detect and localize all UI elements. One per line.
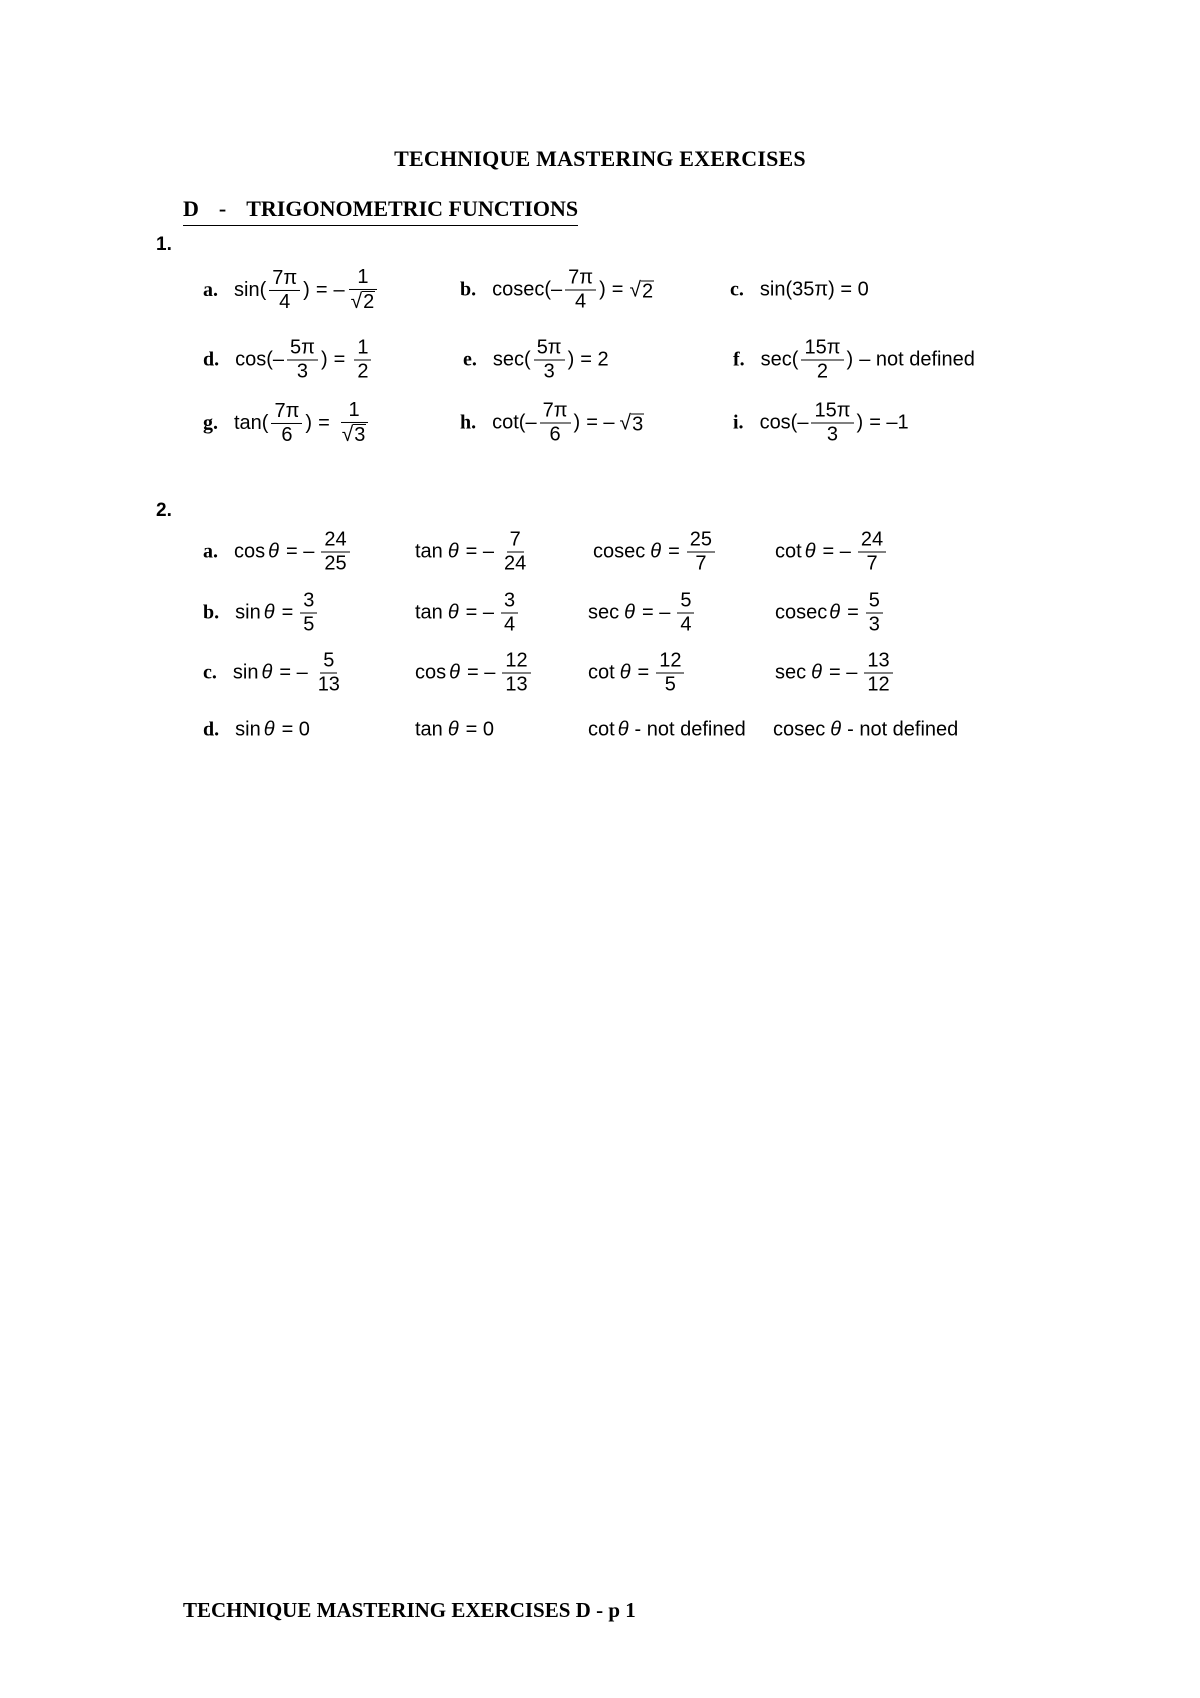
- function-name: sec: [588, 601, 620, 624]
- equals-sign: = –: [285, 540, 315, 563]
- numerator: 24: [321, 530, 349, 553]
- equals-sign: = –: [586, 411, 615, 434]
- denominator: 6: [549, 423, 561, 446]
- numerator: 13: [864, 651, 892, 674]
- result-fraction: [348, 267, 379, 313]
- theta-symbol: θ: [263, 718, 275, 741]
- item-label: a.: [203, 540, 218, 563]
- close-paren: ): [856, 411, 864, 434]
- close-paren: ): [573, 411, 581, 434]
- function-name: tan(: [234, 411, 269, 434]
- q1-item-f: [733, 338, 975, 383]
- close-paren: ): [305, 411, 313, 434]
- equals-sign: =: [847, 601, 859, 624]
- numerator: 7π: [540, 401, 571, 424]
- theta-symbol: θ: [617, 718, 629, 741]
- fraction: [677, 591, 694, 636]
- function-name: tan: [415, 601, 443, 624]
- function-name: cosec: [773, 718, 826, 741]
- function-name: sin(: [234, 278, 267, 301]
- result: - not defined: [634, 718, 746, 741]
- q2-a-cell-4: [775, 530, 889, 575]
- function-name: sec(: [492, 348, 531, 371]
- denominator: 7: [866, 552, 878, 575]
- result: = 0: [465, 718, 495, 741]
- numerator: 1: [349, 267, 376, 290]
- fraction: [540, 401, 571, 446]
- equals-sign: =: [668, 540, 680, 563]
- fraction: [811, 401, 853, 446]
- numerator: 5π: [534, 338, 565, 361]
- equals-sign: =: [281, 601, 294, 624]
- denominator: [348, 290, 379, 313]
- item-label: c.: [203, 661, 217, 684]
- denominator: 5: [664, 673, 676, 696]
- numerator: 24: [858, 530, 886, 553]
- numerator: 15π: [801, 338, 843, 361]
- section-heading: [183, 196, 578, 226]
- fraction: [534, 338, 565, 383]
- q2-c-cell-3: [588, 651, 687, 696]
- function-name: cosec: [593, 540, 646, 563]
- fraction: [269, 267, 300, 312]
- denominator: 4: [575, 290, 587, 313]
- q2-d-cell-4: [773, 719, 958, 742]
- q2-a-cell-3: [593, 530, 718, 575]
- radicand: 2: [363, 291, 375, 314]
- numerator: 3: [300, 591, 317, 614]
- radical-sign-icon: √: [629, 278, 641, 301]
- function-name: sin: [235, 718, 261, 741]
- denominator: 4: [680, 613, 692, 636]
- equals-sign: = –: [641, 601, 671, 624]
- equals-sign: = –: [466, 661, 496, 684]
- denominator: 13: [317, 673, 340, 696]
- fraction: [321, 530, 349, 575]
- theta-symbol: θ: [811, 661, 822, 684]
- item-label: b.: [203, 601, 220, 624]
- numerator: 12: [656, 651, 684, 674]
- close-paren: ): [846, 348, 854, 371]
- q2-d-cell-3: [588, 719, 746, 742]
- result-fraction: [354, 338, 371, 383]
- numerator: 3: [501, 591, 518, 614]
- theta-symbol: θ: [447, 718, 459, 741]
- denominator: 3: [826, 423, 839, 446]
- radicand: 2: [641, 280, 654, 302]
- numerator: 7π: [565, 268, 596, 291]
- q2-a-cell-1: [203, 530, 353, 575]
- item-label: d.: [203, 718, 220, 741]
- close-paren: ): [567, 348, 575, 371]
- theta-symbol: θ: [261, 661, 273, 684]
- result: = –1: [869, 411, 909, 434]
- q2-d-cell-2: [415, 719, 494, 742]
- section-dash: -: [218, 196, 227, 221]
- function-name: sec(: [760, 348, 799, 371]
- result: - not defined: [847, 718, 959, 741]
- q1-item-i: [733, 401, 909, 446]
- theta-symbol: θ: [830, 718, 842, 741]
- close-paren: ): [599, 278, 606, 301]
- function-name: cos: [415, 661, 447, 684]
- function-name: cos: [234, 540, 266, 563]
- fraction: [656, 651, 684, 696]
- q1-item-c: [730, 279, 869, 302]
- q2-b-cell-3: [588, 591, 697, 636]
- denominator: 3: [543, 360, 555, 383]
- minus-sign: –: [333, 278, 345, 301]
- square-root: [342, 424, 367, 446]
- q2-c-cell-1: [203, 651, 346, 696]
- denominator: 6: [281, 423, 293, 446]
- numerator: 25: [687, 530, 715, 553]
- function-name: sec: [775, 661, 807, 684]
- numerator: 12: [502, 651, 530, 674]
- function-name: sin: [232, 661, 259, 684]
- equals-sign: = –: [279, 661, 308, 684]
- equals-sign: =: [315, 278, 328, 301]
- denominator: 12: [867, 673, 890, 696]
- function-name: cot: [775, 540, 802, 563]
- function-name: tan: [415, 718, 443, 741]
- page-title: TECHNIQUE MASTERING EXERCISES: [394, 146, 806, 171]
- expression: sin(35π) = 0: [759, 278, 869, 301]
- numerator: 7π: [271, 400, 302, 423]
- q2-b-cell-4: [775, 591, 886, 636]
- q2-a-cell-2: [415, 530, 532, 575]
- theta-symbol: θ: [268, 540, 279, 563]
- fraction: [501, 591, 518, 636]
- section-letter: D: [183, 196, 199, 221]
- q1-item-b: [460, 268, 654, 313]
- function-name: cot(–: [492, 411, 537, 434]
- numerator: 5: [677, 591, 694, 614]
- numerator: 7π: [269, 267, 300, 290]
- q2-b-cell-2: [415, 591, 521, 636]
- radicand: 3: [354, 424, 366, 447]
- item-label: e.: [463, 348, 477, 371]
- theta-symbol: θ: [624, 601, 635, 624]
- q1-item-a: [203, 267, 381, 313]
- item-label: g.: [203, 411, 218, 434]
- item-label: h.: [460, 411, 477, 434]
- numerator: 5π: [287, 338, 318, 361]
- fraction: [287, 338, 318, 383]
- fraction: [502, 651, 530, 696]
- item-label: b.: [460, 278, 477, 301]
- fraction: [687, 530, 715, 575]
- denominator: 4: [504, 613, 516, 636]
- q2-c-cell-4: [775, 651, 896, 696]
- result: = 0: [281, 718, 310, 741]
- equals-sign: = –: [465, 601, 495, 624]
- function-name: cosec(–: [492, 278, 563, 301]
- fraction: [315, 651, 343, 696]
- denominator: 24: [504, 552, 527, 575]
- function-name: sin: [235, 601, 261, 624]
- result: = 2: [580, 348, 609, 371]
- denominator: 4: [279, 290, 291, 313]
- theta-symbol: θ: [804, 540, 816, 563]
- square-root: [351, 291, 376, 313]
- equals-sign: = –: [828, 661, 858, 684]
- q2-c-cell-2: [415, 651, 534, 696]
- function-name: cos(–: [235, 348, 285, 371]
- section-name: TRIGONOMETRIC FUNCTIONS: [246, 196, 579, 221]
- fraction: [271, 400, 302, 445]
- function-name: cosec: [775, 601, 828, 624]
- close-paren: ): [303, 278, 310, 301]
- fraction: [565, 268, 596, 313]
- theta-symbol: θ: [829, 601, 841, 624]
- equals-sign: =: [611, 278, 624, 301]
- theta-symbol: θ: [650, 540, 662, 563]
- question-2-number: 2.: [156, 500, 172, 521]
- q1-item-h: [460, 401, 644, 446]
- square-root: [629, 278, 654, 302]
- theta-symbol: θ: [263, 601, 275, 624]
- equals-sign: =: [333, 348, 346, 371]
- denominator: 3: [868, 613, 880, 636]
- theta-symbol: θ: [447, 540, 459, 563]
- denominator: 2: [816, 360, 829, 383]
- fraction: [300, 591, 317, 636]
- denominator: 2: [357, 360, 369, 383]
- fraction: [866, 591, 883, 636]
- q1-item-e: [463, 338, 609, 383]
- theta-symbol: θ: [447, 601, 459, 624]
- result-fraction: [339, 400, 370, 446]
- radical-sign-icon: √: [619, 411, 632, 434]
- function-name: cot: [588, 718, 615, 741]
- numerator: 7: [507, 530, 524, 553]
- fraction: [864, 651, 892, 696]
- numerator: 15π: [811, 401, 853, 424]
- theta-symbol: θ: [619, 661, 631, 684]
- equals-sign: = –: [822, 540, 851, 563]
- denominator: 13: [505, 673, 528, 696]
- item-label: d.: [203, 348, 220, 371]
- function-name: cot: [588, 661, 615, 684]
- denominator: 3: [296, 360, 309, 383]
- item-label: f.: [733, 348, 745, 371]
- denominator: [339, 423, 370, 446]
- denominator: 7: [695, 552, 707, 575]
- denominator: 5: [303, 613, 315, 636]
- fraction: [801, 338, 843, 383]
- numerator: 5: [866, 591, 883, 614]
- equals-sign: = –: [465, 540, 495, 563]
- q1-item-d: [203, 338, 374, 383]
- question-1-number: 1.: [156, 234, 172, 255]
- numerator: 5: [320, 651, 337, 674]
- q1-item-g: [203, 400, 372, 446]
- fraction: [858, 530, 886, 575]
- radical-sign-icon: √: [341, 422, 354, 446]
- function-name: tan: [415, 540, 443, 563]
- function-name: cos(–: [759, 411, 809, 434]
- result: – not defined: [859, 348, 975, 371]
- denominator: 25: [324, 552, 347, 575]
- equals-sign: =: [637, 661, 650, 684]
- square-root: [620, 411, 645, 435]
- item-label: c.: [730, 278, 744, 301]
- radicand: 3: [632, 413, 644, 435]
- q2-b-cell-1: [203, 591, 320, 636]
- item-label: i.: [733, 411, 744, 434]
- numerator: 1: [341, 400, 368, 423]
- page-footer: TECHNIQUE MASTERING EXERCISES D - p 1: [183, 1598, 636, 1622]
- fraction: [501, 530, 529, 575]
- equals-sign: =: [318, 411, 330, 434]
- q2-d-cell-1: [203, 719, 310, 742]
- numerator: 1: [354, 338, 371, 361]
- item-label: a.: [203, 278, 218, 301]
- theta-symbol: θ: [449, 661, 460, 684]
- radical-sign-icon: √: [350, 289, 363, 313]
- close-paren: ): [320, 348, 328, 371]
